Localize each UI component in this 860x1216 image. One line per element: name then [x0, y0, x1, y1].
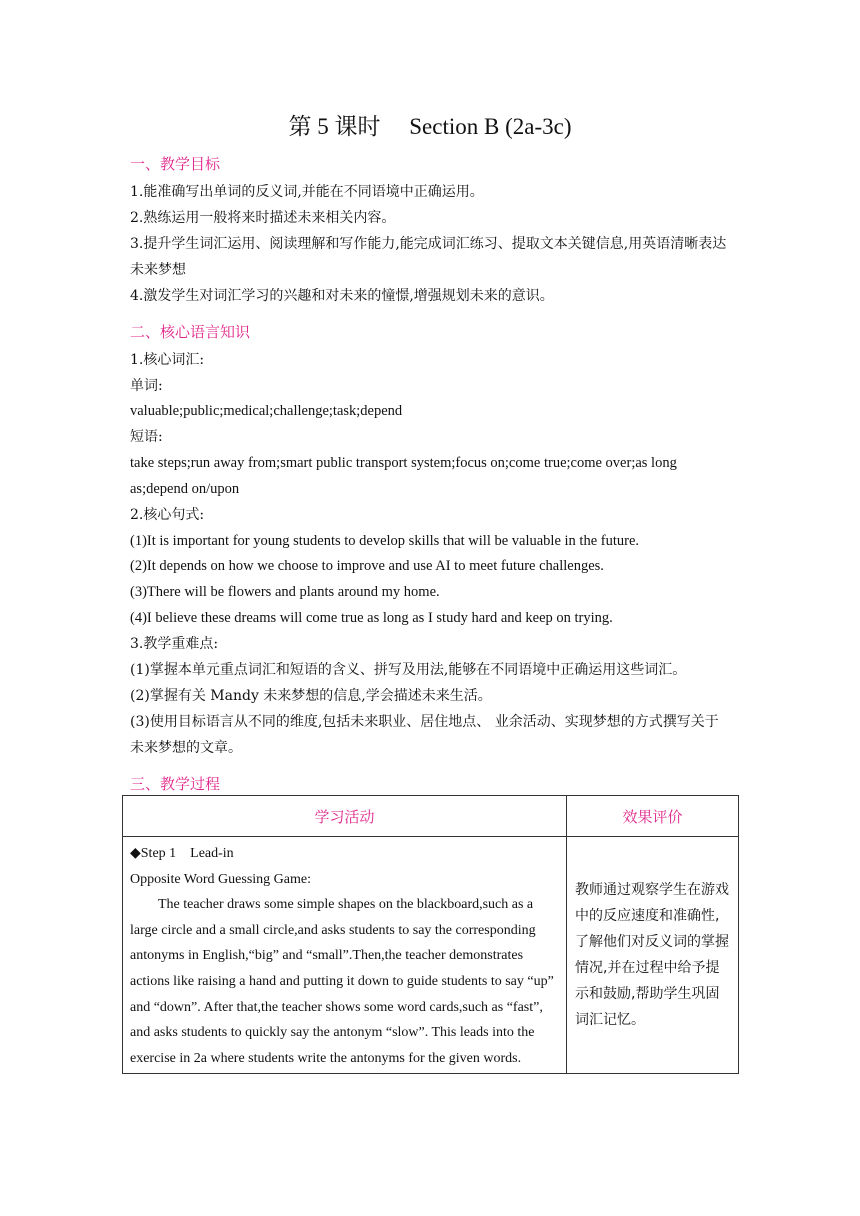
col-evaluation-header: 效果评价	[567, 796, 739, 837]
keypoint-item: (3)使用目标语言从不同的维度,包括未来职业、居住地点、 业余活动、实现梦想的方式撰写关于未来梦想的文章。	[130, 714, 719, 756]
sentence-item: (3)There will be flowers and plants around my home.	[130, 584, 440, 600]
table-header-row	[123, 796, 739, 837]
vocab-heading: 1.核心词汇:	[130, 352, 205, 368]
lesson-title: 第 5 课时 Section B (2a-3c)	[288, 114, 572, 139]
objective-item: 1.能准确写出单词的反义词,并能在不同语境中正确运用。	[130, 184, 484, 200]
evaluation-cell: 教师通过观察学生在游戏中的反应速度和准确性,了解他们对反义词的掌握情况,并在过程中给予提示和鼓励,帮助学生巩固词汇记忆。	[567, 837, 739, 1074]
knowledge-heading: 二、核心语言知识	[130, 323, 251, 341]
phrases-label: 短语:	[130, 429, 163, 445]
phrases-list-cont: as;depend on/upon	[130, 481, 240, 497]
keypoint-item: (1)掌握本单元重点词汇和短语的含义、拼写及用法,能够在不同语境中正确运用这些词汇。	[130, 662, 687, 678]
activity-text: The teacher draws some simple shapes on the blackboard,such as a large circle and a small circle,and asks students to say the corresponding antonyms in English,“big” and “small”.Then,the teacher demonstrates actions like raising a hand and putting it down to guide students to say “up” and “down”. After that,the teacher shows some word cards,such as “fast”, and asks students to quickly say the antonym “slow”. This leads into the exercise in 2a where students write the antonyms for the given words.	[130, 897, 554, 1066]
phrases-list: take steps;run away from;smart public transport system;focus on;come true;come over;as long	[130, 455, 677, 471]
sentence-item: (4)I believe these dreams will come true as long as I study hard and keep on trying.	[130, 610, 613, 626]
activity-cell	[123, 837, 567, 1074]
objective-item: 4.激发学生对词汇学习的兴趣和对未来的憧憬,增强规划未来的意识。	[130, 288, 554, 304]
step-title: ◆Step 1 Lead-in	[130, 846, 234, 861]
keypoints-heading: 3.教学重难点:	[130, 636, 219, 652]
words-list: valuable;public;medical;challenge;task;depend	[130, 403, 403, 419]
table-row	[123, 837, 739, 1074]
col-activity-header: 学习活动	[123, 796, 567, 837]
sentence-item: (1)It is important for young students to develop skills that will be valuable in the future.	[130, 533, 640, 549]
words-label: 单词:	[130, 378, 163, 394]
game-title: Opposite Word Guessing Game:	[130, 871, 311, 887]
sentences-heading: 2.核心句式:	[130, 507, 205, 523]
process-heading: 三、教学过程	[130, 775, 221, 793]
objective-item: 2.熟练运用一般将来时描述未来相关内容。	[130, 210, 396, 226]
objective-item: 3.提升学生词汇运用、阅读理解和写作能力,能完成词汇练习、提取文本关键信息,用英语清晰表达未来梦想	[130, 236, 727, 278]
process-table	[122, 795, 739, 1074]
sentence-item: (2)It depends on how we choose to improve and use AI to meet future challenges.	[130, 558, 604, 574]
objectives-heading: 一、教学目标	[130, 155, 221, 173]
keypoint-item: (2)掌握有关 Mandy 未来梦想的信息,学会描述未来生活。	[130, 688, 492, 704]
